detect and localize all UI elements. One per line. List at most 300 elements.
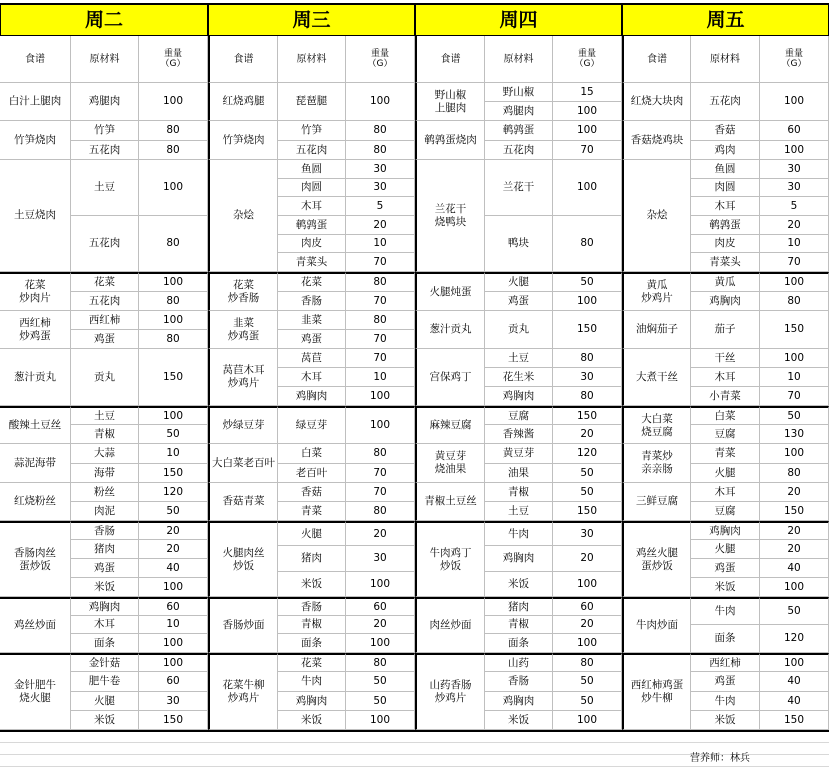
ingredient-name: 牛肉 xyxy=(485,521,553,546)
ingredient-name: 白菜 xyxy=(691,406,760,425)
ingredient-qty: 100 xyxy=(139,83,208,121)
ingredient-name: 小青菜 xyxy=(691,387,760,406)
col-header-ingredient: 原材料 xyxy=(71,36,139,83)
dish-name: 黄豆芽 烧油果 xyxy=(415,444,485,483)
ingredient-qty: 80 xyxy=(346,653,415,672)
ingredient-qty: 10 xyxy=(760,368,829,387)
dish-name: 韭菜 炒鸡蛋 xyxy=(208,311,278,349)
ingredient-qty: 130 xyxy=(760,425,829,444)
ingredient-qty: 80 xyxy=(346,121,415,141)
ingredient-name: 香菇 xyxy=(278,483,346,502)
dish-name: 火腿炖蛋 xyxy=(415,272,485,311)
ingredient-name: 花菜 xyxy=(71,272,139,292)
ingredient-qty: 80 xyxy=(346,311,415,330)
ingredient-name: 鸡蛋 xyxy=(71,559,139,578)
day-header: 周四 xyxy=(415,3,622,36)
ingredient-name: 鸡蛋 xyxy=(691,672,760,692)
ingredient-name: 鸡胸肉 xyxy=(485,387,553,406)
ingredient-qty: 5 xyxy=(346,197,415,216)
col-header-qty: 重量 （G） xyxy=(760,36,829,83)
dish-name: 杂烩 xyxy=(208,160,278,272)
ingredient-name: 木耳 xyxy=(278,197,346,216)
ingredient-name: 猪肉 xyxy=(278,546,346,572)
ingredient-qty: 80 xyxy=(139,330,208,349)
ingredient-name: 鸡胸肉 xyxy=(485,692,553,711)
ingredient-qty: 80 xyxy=(139,141,208,160)
ingredient-qty: 10 xyxy=(139,616,208,634)
ingredient-qty: 150 xyxy=(139,464,208,483)
ingredient-qty: 150 xyxy=(760,502,829,521)
ingredient-qty: 80 xyxy=(346,502,415,521)
dish-name: 宫保鸡丁 xyxy=(415,349,485,406)
ingredient-name: 米饭 xyxy=(278,572,346,597)
ingredient-name: 鸡蛋 xyxy=(71,330,139,349)
col-header-dish: 食谱 xyxy=(415,36,485,83)
ingredient-qty: 120 xyxy=(553,444,622,464)
ingredient-qty: 100 xyxy=(346,83,415,121)
ingredient-name: 琵琶腿 xyxy=(278,83,346,121)
ingredient-qty: 150 xyxy=(139,349,208,406)
ingredient-name: 面条 xyxy=(71,634,139,653)
ingredient-name: 火腿 xyxy=(691,540,760,559)
ingredient-qty: 80 xyxy=(139,216,208,272)
ingredient-name: 米饭 xyxy=(485,572,553,597)
ingredient-qty: 30 xyxy=(760,179,829,197)
ingredient-qty: 80 xyxy=(346,141,415,160)
dish-name: 大白菜老百叶 xyxy=(208,444,278,483)
ingredient-qty: 100 xyxy=(553,572,622,597)
ingredient-qty: 100 xyxy=(139,311,208,330)
dish-name: 香肠肉丝 蛋炒饭 xyxy=(0,521,71,597)
ingredient-qty: 20 xyxy=(760,483,829,502)
table-bottom-border xyxy=(0,730,829,732)
ingredient-qty: 100 xyxy=(139,578,208,597)
ingredient-qty: 100 xyxy=(346,406,415,444)
ingredient-qty: 100 xyxy=(553,634,622,653)
ingredient-qty: 50 xyxy=(346,672,415,692)
dish-name: 三鲜豆腐 xyxy=(622,483,691,521)
ingredient-name: 青椒 xyxy=(485,483,553,502)
ingredient-name: 西红柿 xyxy=(71,311,139,330)
grid-line xyxy=(0,742,829,743)
ingredient-qty: 80 xyxy=(760,292,829,311)
ingredient-name: 火腿 xyxy=(71,692,139,711)
ingredient-name: 竹笋 xyxy=(71,121,139,141)
ingredient-name: 肉皮 xyxy=(278,235,346,253)
ingredient-name: 花生米 xyxy=(485,368,553,387)
ingredient-name: 鸡腿肉 xyxy=(485,102,553,121)
ingredient-name: 山药 xyxy=(485,653,553,672)
ingredient-name: 五花肉 xyxy=(71,216,139,272)
ingredient-qty: 80 xyxy=(553,653,622,672)
ingredient-name: 西红柿 xyxy=(691,653,760,672)
ingredient-name: 青菜头 xyxy=(278,253,346,272)
dish-name: 黄瓜 炒鸡片 xyxy=(622,272,691,311)
ingredient-qty: 150 xyxy=(553,311,622,349)
ingredient-name: 火腿 xyxy=(485,272,553,292)
ingredient-name: 香菇 xyxy=(691,121,760,141)
ingredient-name: 鹌鹑蛋 xyxy=(691,216,760,235)
ingredient-name: 青椒 xyxy=(71,425,139,444)
ingredient-name: 木耳 xyxy=(278,368,346,387)
dish-name: 野山椒 上腿肉 xyxy=(415,83,485,121)
dish-name: 红烧大块肉 xyxy=(622,83,691,121)
ingredient-name: 贡丸 xyxy=(485,311,553,349)
day-header: 周五 xyxy=(622,3,829,36)
ingredient-name: 竹笋 xyxy=(278,121,346,141)
ingredient-qty: 30 xyxy=(139,692,208,711)
ingredient-qty: 70 xyxy=(346,292,415,311)
ingredient-name: 土豆 xyxy=(485,349,553,368)
ingredient-name: 野山椒 xyxy=(485,83,553,102)
ingredient-name: 兰花干 xyxy=(485,160,553,216)
ingredient-qty: 30 xyxy=(553,521,622,546)
dish-name: 大白菜 烧豆腐 xyxy=(622,406,691,444)
dish-name: 鹌鹑蛋烧肉 xyxy=(415,121,485,160)
ingredient-name: 黄豆芽 xyxy=(485,444,553,464)
ingredient-name: 猪肉 xyxy=(71,540,139,559)
ingredient-name: 粉丝 xyxy=(71,483,139,502)
dish-name: 花菜 炒肉片 xyxy=(0,272,71,311)
ingredient-qty: 80 xyxy=(139,292,208,311)
ingredient-qty: 100 xyxy=(553,711,622,730)
ingredient-name: 青菜 xyxy=(691,444,760,464)
col-header-dish: 食谱 xyxy=(208,36,278,83)
ingredient-name: 大蒜 xyxy=(71,444,139,464)
day-header: 周二 xyxy=(0,3,208,36)
ingredient-name: 香辣酱 xyxy=(485,425,553,444)
ingredient-qty: 70 xyxy=(346,253,415,272)
ingredient-name: 牛肉 xyxy=(691,692,760,711)
dish-name: 大煮干丝 xyxy=(622,349,691,406)
dish-name: 油焖茄子 xyxy=(622,311,691,349)
ingredient-qty: 150 xyxy=(760,711,829,730)
ingredient-qty: 70 xyxy=(553,141,622,160)
ingredient-name: 猪肉 xyxy=(485,597,553,616)
ingredient-name: 牛肉 xyxy=(691,597,760,625)
ingredient-name: 鸡胸肉 xyxy=(278,692,346,711)
ingredient-qty: 100 xyxy=(139,272,208,292)
ingredient-name: 香肠 xyxy=(71,521,139,540)
ingredient-name: 莴苣 xyxy=(278,349,346,368)
dish-name: 葱汁贡丸 xyxy=(415,311,485,349)
ingredient-name: 绿豆芽 xyxy=(278,406,346,444)
ingredient-name: 牛肉 xyxy=(278,672,346,692)
ingredient-name: 面条 xyxy=(485,634,553,653)
ingredient-name: 鱼圆 xyxy=(278,160,346,179)
dish-name: 土豆烧肉 xyxy=(0,160,71,272)
ingredient-qty: 50 xyxy=(139,502,208,521)
ingredient-qty: 20 xyxy=(346,216,415,235)
dish-name: 炒绿豆芽 xyxy=(208,406,278,444)
ingredient-qty: 70 xyxy=(346,464,415,483)
ingredient-qty: 100 xyxy=(139,406,208,425)
ingredient-name: 豆腐 xyxy=(691,502,760,521)
ingredient-qty: 60 xyxy=(346,597,415,616)
ingredient-qty: 20 xyxy=(346,521,415,546)
dish-name: 牛肉炒面 xyxy=(622,597,691,653)
ingredient-qty: 20 xyxy=(553,616,622,634)
ingredient-qty: 30 xyxy=(346,546,415,572)
day-header: 周三 xyxy=(208,3,415,36)
ingredient-qty: 100 xyxy=(139,634,208,653)
ingredient-name: 干丝 xyxy=(691,349,760,368)
ingredient-qty: 20 xyxy=(760,521,829,540)
ingredient-qty: 100 xyxy=(346,572,415,597)
col-header-ingredient: 原材料 xyxy=(691,36,760,83)
dish-name: 杂烩 xyxy=(622,160,691,272)
dish-name: 香肠炒面 xyxy=(208,597,278,653)
ingredient-qty: 60 xyxy=(139,672,208,692)
ingredient-qty: 20 xyxy=(553,546,622,572)
ingredient-qty: 80 xyxy=(346,272,415,292)
dish-name: 金针肥牛 烧火腿 xyxy=(0,653,71,730)
ingredient-qty: 50 xyxy=(760,406,829,425)
ingredient-name: 白菜 xyxy=(278,444,346,464)
ingredient-name: 米饭 xyxy=(485,711,553,730)
ingredient-qty: 100 xyxy=(760,444,829,464)
ingredient-name: 木耳 xyxy=(691,368,760,387)
ingredient-name: 土豆 xyxy=(485,502,553,521)
ingredient-name: 鸡蛋 xyxy=(485,292,553,311)
dish-name: 鸡丝火腿 蛋炒饭 xyxy=(622,521,691,597)
ingredient-name: 木耳 xyxy=(71,616,139,634)
ingredient-name: 青菜头 xyxy=(691,253,760,272)
ingredient-name: 老百叶 xyxy=(278,464,346,483)
ingredient-name: 米饭 xyxy=(278,711,346,730)
ingredient-qty: 150 xyxy=(553,502,622,521)
ingredient-qty: 30 xyxy=(346,179,415,197)
dish-name: 青椒土豆丝 xyxy=(415,483,485,521)
col-header-qty: 重量 （G） xyxy=(553,36,622,83)
ingredient-name: 鸡胸肉 xyxy=(278,387,346,406)
ingredient-qty: 50 xyxy=(346,692,415,711)
ingredient-qty: 50 xyxy=(553,483,622,502)
dish-name: 酸辣土豆丝 xyxy=(0,406,71,444)
ingredient-name: 鸡胸肉 xyxy=(485,546,553,572)
ingredient-qty: 30 xyxy=(760,160,829,179)
ingredient-name: 肉圆 xyxy=(691,179,760,197)
ingredient-qty: 20 xyxy=(139,521,208,540)
dish-name: 香菇青菜 xyxy=(208,483,278,521)
col-header-ingredient: 原材料 xyxy=(278,36,346,83)
ingredient-name: 韭菜 xyxy=(278,311,346,330)
ingredient-name: 鹌鹑蛋 xyxy=(278,216,346,235)
dish-name: 青菜炒 亲亲肠 xyxy=(622,444,691,483)
dish-name: 花菜 炒香肠 xyxy=(208,272,278,311)
ingredient-qty: 100 xyxy=(760,578,829,597)
ingredient-name: 鸡蛋 xyxy=(691,559,760,578)
ingredient-name: 木耳 xyxy=(691,483,760,502)
ingredient-name: 五花肉 xyxy=(71,141,139,160)
ingredient-qty: 30 xyxy=(346,160,415,179)
ingredient-name: 鸡腿肉 xyxy=(71,83,139,121)
ingredient-name: 鸭块 xyxy=(485,216,553,272)
ingredient-name: 青椒 xyxy=(278,616,346,634)
ingredient-qty: 80 xyxy=(346,444,415,464)
ingredient-qty: 70 xyxy=(346,483,415,502)
ingredient-name: 米饭 xyxy=(71,578,139,597)
ingredient-qty: 80 xyxy=(553,216,622,272)
dish-name: 红烧粉丝 xyxy=(0,483,71,521)
dish-name: 葱汁贡丸 xyxy=(0,349,71,406)
ingredient-name: 贡丸 xyxy=(71,349,139,406)
ingredient-qty: 100 xyxy=(760,141,829,160)
dish-name: 火腿肉丝 炒饭 xyxy=(208,521,278,597)
col-header-qty: 重量 （G） xyxy=(139,36,208,83)
ingredient-name: 香肠 xyxy=(485,672,553,692)
ingredient-name: 肉泥 xyxy=(71,502,139,521)
ingredient-name: 豆腐 xyxy=(485,406,553,425)
ingredient-qty: 30 xyxy=(553,368,622,387)
dish-name: 牛肉鸡丁 炒饭 xyxy=(415,521,485,597)
dish-name: 西红柿鸡蛋 炒牛柳 xyxy=(622,653,691,730)
ingredient-qty: 100 xyxy=(553,160,622,216)
ingredient-name: 金针菇 xyxy=(71,653,139,672)
ingredient-qty: 100 xyxy=(760,83,829,121)
ingredient-qty: 40 xyxy=(760,692,829,711)
col-header-dish: 食谱 xyxy=(0,36,71,83)
ingredient-qty: 20 xyxy=(139,540,208,559)
ingredient-name: 鸡胸肉 xyxy=(691,292,760,311)
dish-name: 肉丝炒面 xyxy=(415,597,485,653)
ingredient-qty: 10 xyxy=(346,235,415,253)
dish-name: 麻辣豆腐 xyxy=(415,406,485,444)
ingredient-name: 五花肉 xyxy=(71,292,139,311)
ingredient-name: 土豆 xyxy=(71,160,139,216)
dish-name: 山药香肠 炒鸡片 xyxy=(415,653,485,730)
dish-name: 红烧鸡腿 xyxy=(208,83,278,121)
ingredient-qty: 80 xyxy=(553,349,622,368)
ingredient-name: 火腿 xyxy=(278,521,346,546)
ingredient-qty: 150 xyxy=(139,711,208,730)
dish-name: 香菇烧鸡块 xyxy=(622,121,691,160)
ingredient-qty: 50 xyxy=(553,272,622,292)
ingredient-qty: 40 xyxy=(760,672,829,692)
dish-name: 鸡丝炒面 xyxy=(0,597,71,653)
ingredient-qty: 10 xyxy=(346,368,415,387)
ingredient-qty: 20 xyxy=(760,216,829,235)
ingredient-qty: 120 xyxy=(139,483,208,502)
ingredient-name: 香肠 xyxy=(278,292,346,311)
ingredient-qty: 70 xyxy=(346,349,415,368)
dish-name: 白汁上腿肉 xyxy=(0,83,71,121)
ingredient-name: 花菜 xyxy=(278,272,346,292)
ingredient-name: 鱼圆 xyxy=(691,160,760,179)
ingredient-qty: 100 xyxy=(139,160,208,216)
ingredient-name: 肉皮 xyxy=(691,235,760,253)
ingredient-name: 五花肉 xyxy=(691,83,760,121)
ingredient-qty: 20 xyxy=(553,425,622,444)
dish-name: 西红柿 炒鸡蛋 xyxy=(0,311,71,349)
ingredient-qty: 50 xyxy=(553,692,622,711)
ingredient-qty: 100 xyxy=(553,102,622,121)
ingredient-qty: 5 xyxy=(760,197,829,216)
ingredient-qty: 150 xyxy=(760,311,829,349)
ingredient-name: 油果 xyxy=(485,464,553,483)
ingredient-qty: 10 xyxy=(139,444,208,464)
ingredient-qty: 100 xyxy=(553,121,622,141)
ingredient-name: 鸡胸肉 xyxy=(71,597,139,616)
dish-name: 兰花干 烧鸭块 xyxy=(415,160,485,272)
ingredient-qty: 100 xyxy=(346,711,415,730)
ingredient-qty: 70 xyxy=(760,387,829,406)
ingredient-name: 五花肉 xyxy=(278,141,346,160)
ingredient-qty: 100 xyxy=(139,653,208,672)
ingredient-name: 海带 xyxy=(71,464,139,483)
ingredient-qty: 80 xyxy=(139,121,208,141)
ingredient-name: 木耳 xyxy=(691,197,760,216)
ingredient-qty: 50 xyxy=(139,425,208,444)
ingredient-name: 鸡胸肉 xyxy=(691,521,760,540)
dish-name: 竹笋烧肉 xyxy=(208,121,278,160)
ingredient-name: 花菜 xyxy=(278,653,346,672)
col-header-dish: 食谱 xyxy=(622,36,691,83)
ingredient-qty: 20 xyxy=(346,616,415,634)
ingredient-name: 鸡肉 xyxy=(691,141,760,160)
ingredient-name: 肉圆 xyxy=(278,179,346,197)
ingredient-qty: 70 xyxy=(346,330,415,349)
ingredient-qty: 15 xyxy=(553,83,622,102)
ingredient-qty: 50 xyxy=(760,597,829,625)
ingredient-name: 鸡蛋 xyxy=(278,330,346,349)
col-header-ingredient: 原材料 xyxy=(485,36,553,83)
ingredient-name: 米饭 xyxy=(691,578,760,597)
ingredient-qty: 70 xyxy=(760,253,829,272)
ingredient-qty: 150 xyxy=(553,406,622,425)
ingredient-qty: 100 xyxy=(760,272,829,292)
ingredient-qty: 40 xyxy=(760,559,829,578)
ingredient-qty: 50 xyxy=(553,464,622,483)
dish-name: 竹笋烧肉 xyxy=(0,121,71,160)
ingredient-qty: 100 xyxy=(553,292,622,311)
ingredient-qty: 80 xyxy=(760,464,829,483)
ingredient-name: 黄瓜 xyxy=(691,272,760,292)
ingredient-qty: 60 xyxy=(760,121,829,141)
ingredient-qty: 50 xyxy=(553,672,622,692)
ingredient-qty: 120 xyxy=(760,625,829,653)
ingredient-qty: 80 xyxy=(553,387,622,406)
ingredient-qty: 100 xyxy=(760,349,829,368)
col-header-qty: 重量 （G） xyxy=(346,36,415,83)
footer-dietitian: 营养师：林兵 xyxy=(690,753,750,764)
ingredient-name: 土豆 xyxy=(71,406,139,425)
ingredient-name: 青菜 xyxy=(278,502,346,521)
ingredient-name: 五花肉 xyxy=(485,141,553,160)
dish-name: 蒜泥海带 xyxy=(0,444,71,483)
ingredient-qty: 100 xyxy=(346,634,415,653)
ingredient-qty: 60 xyxy=(553,597,622,616)
dish-name: 花菜牛柳 炒鸡片 xyxy=(208,653,278,730)
ingredient-qty: 10 xyxy=(760,235,829,253)
ingredient-name: 面条 xyxy=(691,625,760,653)
ingredient-qty: 60 xyxy=(139,597,208,616)
ingredient-name: 米饭 xyxy=(71,711,139,730)
ingredient-name: 茄子 xyxy=(691,311,760,349)
ingredient-name: 青椒 xyxy=(485,616,553,634)
ingredient-name: 面条 xyxy=(278,634,346,653)
ingredient-qty: 100 xyxy=(760,653,829,672)
ingredient-name: 鹌鹑蛋 xyxy=(485,121,553,141)
ingredient-name: 豆腐 xyxy=(691,425,760,444)
ingredient-name: 肥牛卷 xyxy=(71,672,139,692)
ingredient-qty: 20 xyxy=(760,540,829,559)
ingredient-name: 火腿 xyxy=(691,464,760,483)
dish-name: 莴苣木耳 炒鸡片 xyxy=(208,349,278,406)
ingredient-name: 米饭 xyxy=(691,711,760,730)
ingredient-qty: 100 xyxy=(346,387,415,406)
ingredient-name: 香肠 xyxy=(278,597,346,616)
